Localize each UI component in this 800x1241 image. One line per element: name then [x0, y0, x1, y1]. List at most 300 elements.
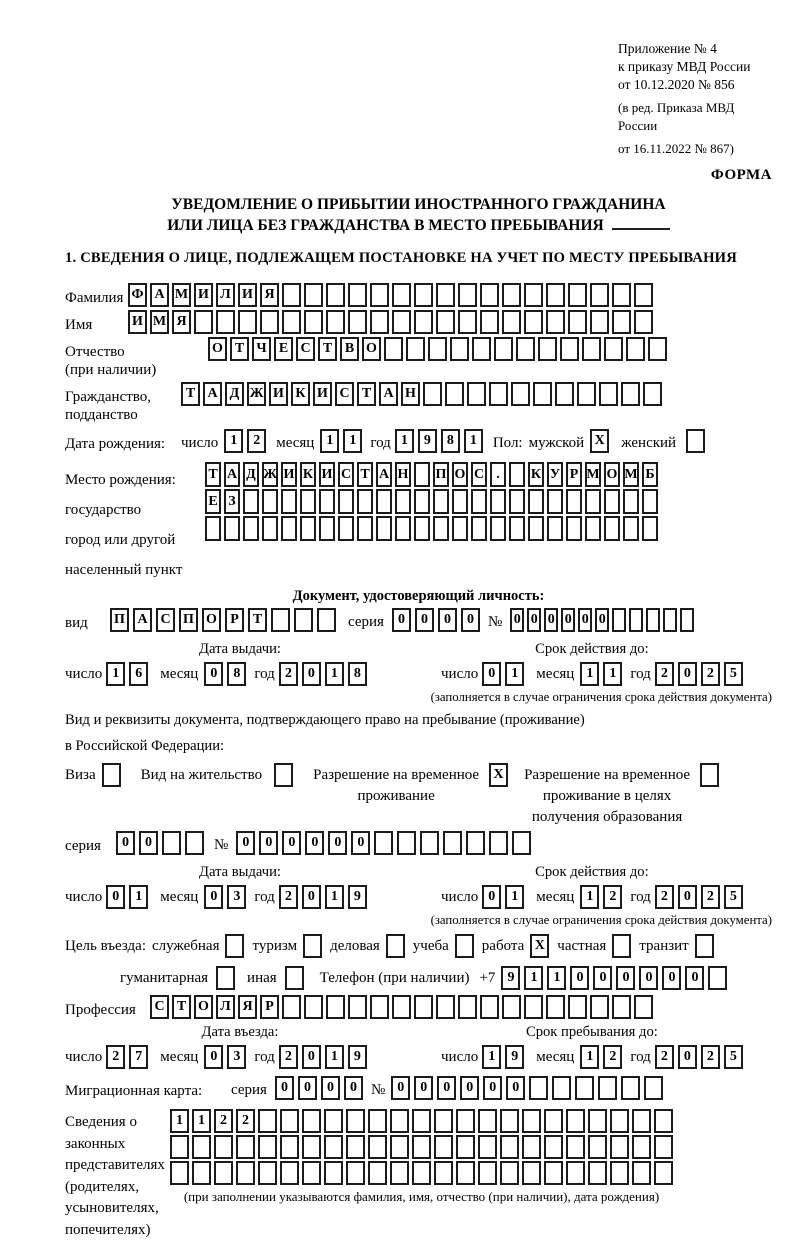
char-cell[interactable]: [458, 283, 477, 307]
char-cell[interactable]: 1: [580, 885, 599, 909]
char-cell[interactable]: [348, 995, 367, 1019]
char-cell[interactable]: 0: [678, 1045, 697, 1069]
char-cell[interactable]: О: [452, 462, 468, 487]
char-cell[interactable]: [524, 995, 543, 1019]
char-cell[interactable]: [392, 310, 411, 334]
char-cell[interactable]: [568, 995, 587, 1019]
char-cell[interactable]: [599, 382, 618, 406]
char-cell[interactable]: [192, 1161, 211, 1185]
char-cell[interactable]: [547, 489, 563, 514]
char-cell[interactable]: [370, 995, 389, 1019]
char-cell[interactable]: 1: [395, 429, 414, 453]
char-cell[interactable]: 0: [437, 1076, 456, 1100]
char-cell[interactable]: [346, 1135, 365, 1159]
char-cell[interactable]: [280, 1135, 299, 1159]
char-cell[interactable]: [654, 1135, 673, 1159]
char-cell[interactable]: [280, 1109, 299, 1133]
char-cell[interactable]: 2: [214, 1109, 233, 1133]
char-cell[interactable]: [604, 337, 623, 361]
char-cell[interactable]: 0: [678, 662, 697, 686]
char-cell[interactable]: [262, 516, 278, 541]
char-cell[interactable]: [357, 489, 373, 514]
char-cell[interactable]: [644, 1076, 663, 1100]
char-cell[interactable]: 0: [482, 885, 501, 909]
char-cell[interactable]: [392, 283, 411, 307]
char-cell[interactable]: 2: [603, 1045, 622, 1069]
char-cell[interactable]: [566, 1109, 585, 1133]
char-cell[interactable]: [528, 489, 544, 514]
char-cell[interactable]: Т: [172, 995, 191, 1019]
char-cell[interactable]: [533, 382, 552, 406]
char-cell[interactable]: П: [179, 608, 198, 632]
char-cell[interactable]: О: [194, 995, 213, 1019]
char-cell[interactable]: [348, 283, 367, 307]
char-cell[interactable]: [412, 1135, 431, 1159]
char-cell[interactable]: [194, 310, 213, 334]
char-cell[interactable]: [304, 310, 323, 334]
char-cell[interactable]: [414, 310, 433, 334]
char-cell[interactable]: [434, 1161, 453, 1185]
char-cell[interactable]: [490, 516, 506, 541]
char-cell[interactable]: 0: [116, 831, 135, 855]
char-cell[interactable]: [522, 1135, 541, 1159]
char-cell[interactable]: [390, 1109, 409, 1133]
char-cell[interactable]: 0: [392, 608, 411, 632]
char-cell[interactable]: [324, 1161, 343, 1185]
char-cell[interactable]: [214, 1161, 233, 1185]
char-cell[interactable]: Т: [248, 608, 267, 632]
char-cell[interactable]: 0: [414, 1076, 433, 1100]
char-cell[interactable]: С: [338, 462, 354, 487]
char-cell[interactable]: [546, 310, 565, 334]
char-cell[interactable]: [326, 283, 345, 307]
char-cell[interactable]: [577, 382, 596, 406]
char-cell[interactable]: [397, 831, 416, 855]
char-cell[interactable]: [452, 489, 468, 514]
char-cell[interactable]: Т: [205, 462, 221, 487]
char-cell[interactable]: [262, 489, 278, 514]
char-cell[interactable]: Я: [260, 283, 279, 307]
char-cell[interactable]: [338, 489, 354, 514]
char-cell[interactable]: [489, 382, 508, 406]
char-cell[interactable]: 0: [298, 1076, 317, 1100]
char-cell[interactable]: [590, 995, 609, 1019]
char-cell[interactable]: [368, 1109, 387, 1133]
char-cell[interactable]: [395, 489, 411, 514]
char-cell[interactable]: [443, 831, 462, 855]
char-cell[interactable]: [500, 1135, 519, 1159]
char-cell[interactable]: [390, 1161, 409, 1185]
char-cell[interactable]: И: [319, 462, 335, 487]
char-cell[interactable]: 2: [247, 429, 266, 453]
char-cell[interactable]: Н: [401, 382, 420, 406]
char-cell[interactable]: [376, 489, 392, 514]
char-cell[interactable]: Р: [225, 608, 244, 632]
char-cell[interactable]: К: [291, 382, 310, 406]
char-cell[interactable]: [642, 516, 658, 541]
char-cell[interactable]: [604, 489, 620, 514]
char-cell[interactable]: [281, 516, 297, 541]
char-cell[interactable]: [509, 489, 525, 514]
char-cell[interactable]: [282, 310, 301, 334]
char-cell[interactable]: 1: [106, 662, 125, 686]
char-cell[interactable]: А: [224, 462, 240, 487]
char-cell[interactable]: [544, 1135, 563, 1159]
char-cell[interactable]: М: [585, 462, 601, 487]
char-cell[interactable]: [502, 310, 521, 334]
char-cell[interactable]: [348, 310, 367, 334]
char-cell[interactable]: [406, 337, 425, 361]
char-cell[interactable]: [566, 1135, 585, 1159]
char-cell[interactable]: И: [313, 382, 332, 406]
char-cell[interactable]: [546, 995, 565, 1019]
char-cell[interactable]: [452, 516, 468, 541]
char-cell[interactable]: [524, 310, 543, 334]
char-cell[interactable]: 0: [678, 885, 697, 909]
char-cell[interactable]: 1: [325, 1045, 344, 1069]
char-cell[interactable]: [414, 516, 430, 541]
char-cell[interactable]: А: [379, 382, 398, 406]
char-cell[interactable]: [612, 995, 631, 1019]
char-cell[interactable]: [428, 337, 447, 361]
char-cell[interactable]: [357, 516, 373, 541]
char-cell[interactable]: [433, 516, 449, 541]
char-cell[interactable]: 0: [204, 1045, 223, 1069]
char-cell[interactable]: Е: [274, 337, 293, 361]
char-cell[interactable]: [610, 1135, 629, 1159]
char-cell[interactable]: 0: [561, 608, 575, 632]
char-cell[interactable]: 2: [701, 662, 720, 686]
char-cell[interactable]: [612, 608, 626, 632]
char-cell[interactable]: 5: [724, 662, 743, 686]
char-cell[interactable]: [522, 1161, 541, 1185]
char-cell[interactable]: [610, 1161, 629, 1185]
char-cell[interactable]: 0: [616, 966, 635, 990]
char-cell[interactable]: [502, 283, 521, 307]
char-cell[interactable]: [456, 1135, 475, 1159]
char-cell[interactable]: [598, 1076, 617, 1100]
char-cell[interactable]: [436, 283, 455, 307]
char-cell[interactable]: [471, 516, 487, 541]
char-cell[interactable]: А: [376, 462, 392, 487]
char-cell[interactable]: 0: [344, 1076, 363, 1100]
char-cell[interactable]: Л: [216, 283, 235, 307]
char-cell[interactable]: [680, 608, 694, 632]
char-cell[interactable]: И: [238, 283, 257, 307]
char-cell[interactable]: Т: [230, 337, 249, 361]
char-cell[interactable]: [612, 934, 631, 958]
char-cell[interactable]: [455, 934, 474, 958]
char-cell[interactable]: С: [471, 462, 487, 487]
char-cell[interactable]: [423, 382, 442, 406]
char-cell[interactable]: 9: [418, 429, 437, 453]
char-cell[interactable]: [582, 337, 601, 361]
char-cell[interactable]: [243, 489, 259, 514]
char-cell[interactable]: 8: [441, 429, 460, 453]
char-cell[interactable]: [500, 1109, 519, 1133]
char-cell[interactable]: 9: [348, 885, 367, 909]
char-cell[interactable]: С: [150, 995, 169, 1019]
char-cell[interactable]: 1: [192, 1109, 211, 1133]
char-cell[interactable]: [280, 1161, 299, 1185]
char-cell[interactable]: [632, 1161, 651, 1185]
char-cell[interactable]: 1: [464, 429, 483, 453]
char-cell[interactable]: [566, 516, 582, 541]
char-cell[interactable]: 1: [580, 662, 599, 686]
char-cell[interactable]: С: [335, 382, 354, 406]
char-cell[interactable]: [629, 608, 643, 632]
char-cell[interactable]: [236, 1135, 255, 1159]
char-cell[interactable]: [374, 831, 393, 855]
char-cell[interactable]: 0: [321, 1076, 340, 1100]
char-cell[interactable]: [434, 1135, 453, 1159]
char-cell[interactable]: 2: [655, 1045, 674, 1069]
char-cell[interactable]: 5: [724, 1045, 743, 1069]
char-cell[interactable]: 2: [701, 1045, 720, 1069]
char-cell[interactable]: [575, 1076, 594, 1100]
char-cell[interactable]: 1: [603, 662, 622, 686]
char-cell[interactable]: О: [604, 462, 620, 487]
char-cell[interactable]: [224, 516, 240, 541]
char-cell[interactable]: [646, 608, 660, 632]
char-cell[interactable]: [528, 516, 544, 541]
char-cell[interactable]: 2: [236, 1109, 255, 1133]
char-cell[interactable]: 0: [510, 608, 524, 632]
char-cell[interactable]: [686, 429, 705, 453]
char-cell[interactable]: Я: [172, 310, 191, 334]
char-cell[interactable]: О: [202, 608, 221, 632]
char-cell[interactable]: [319, 516, 335, 541]
char-cell[interactable]: 0: [302, 662, 321, 686]
char-cell[interactable]: [509, 462, 525, 487]
char-cell[interactable]: [547, 516, 563, 541]
char-cell[interactable]: [303, 934, 322, 958]
char-cell[interactable]: Т: [181, 382, 200, 406]
char-cell[interactable]: 0: [204, 885, 223, 909]
char-cell[interactable]: [480, 310, 499, 334]
char-cell[interactable]: X: [489, 763, 508, 787]
char-cell[interactable]: 6: [129, 662, 148, 686]
char-cell[interactable]: И: [194, 283, 213, 307]
char-cell[interactable]: К: [300, 462, 316, 487]
char-cell[interactable]: Т: [318, 337, 337, 361]
char-cell[interactable]: [370, 283, 389, 307]
char-cell[interactable]: [216, 966, 235, 990]
char-cell[interactable]: П: [110, 608, 129, 632]
char-cell[interactable]: [346, 1161, 365, 1185]
char-cell[interactable]: Д: [225, 382, 244, 406]
char-cell[interactable]: А: [150, 283, 169, 307]
char-cell[interactable]: [544, 1109, 563, 1133]
char-cell[interactable]: 0: [662, 966, 681, 990]
char-cell[interactable]: 0: [639, 966, 658, 990]
char-cell[interactable]: [695, 934, 714, 958]
char-cell[interactable]: 0: [391, 1076, 410, 1100]
char-cell[interactable]: А: [203, 382, 222, 406]
char-cell[interactable]: [626, 337, 645, 361]
char-cell[interactable]: [546, 283, 565, 307]
char-cell[interactable]: [236, 1161, 255, 1185]
char-cell[interactable]: М: [150, 310, 169, 334]
char-cell[interactable]: [478, 1135, 497, 1159]
char-cell[interactable]: Ж: [247, 382, 266, 406]
char-cell[interactable]: [458, 995, 477, 1019]
char-cell[interactable]: 1: [129, 885, 148, 909]
char-cell[interactable]: 1: [343, 429, 362, 453]
char-cell[interactable]: [162, 831, 181, 855]
char-cell[interactable]: [216, 310, 235, 334]
char-cell[interactable]: Т: [357, 382, 376, 406]
char-cell[interactable]: [516, 337, 535, 361]
char-cell[interactable]: [471, 489, 487, 514]
char-cell[interactable]: У: [547, 462, 563, 487]
char-cell[interactable]: 1: [325, 885, 344, 909]
char-cell[interactable]: [445, 382, 464, 406]
char-cell[interactable]: [472, 337, 491, 361]
char-cell[interactable]: 0: [685, 966, 704, 990]
char-cell[interactable]: 8: [348, 662, 367, 686]
char-cell[interactable]: 1: [170, 1109, 189, 1133]
char-cell[interactable]: 2: [279, 662, 298, 686]
char-cell[interactable]: [434, 1109, 453, 1133]
char-cell[interactable]: [170, 1135, 189, 1159]
char-cell[interactable]: [654, 1161, 673, 1185]
char-cell[interactable]: 0: [460, 1076, 479, 1100]
char-cell[interactable]: 0: [275, 1076, 294, 1100]
char-cell[interactable]: [319, 489, 335, 514]
char-cell[interactable]: 3: [227, 1045, 246, 1069]
char-cell[interactable]: 2: [655, 885, 674, 909]
char-cell[interactable]: [420, 831, 439, 855]
char-cell[interactable]: [338, 516, 354, 541]
char-cell[interactable]: 1: [505, 662, 524, 686]
char-cell[interactable]: К: [528, 462, 544, 487]
char-cell[interactable]: З: [224, 489, 240, 514]
char-cell[interactable]: [552, 1076, 571, 1100]
char-cell[interactable]: [642, 489, 658, 514]
char-cell[interactable]: [623, 489, 639, 514]
char-cell[interactable]: [524, 283, 543, 307]
char-cell[interactable]: [285, 966, 304, 990]
char-cell[interactable]: 2: [655, 662, 674, 686]
char-cell[interactable]: [185, 831, 204, 855]
char-cell[interactable]: [604, 516, 620, 541]
char-cell[interactable]: [456, 1161, 475, 1185]
char-cell[interactable]: 0: [282, 831, 301, 855]
char-cell[interactable]: [634, 283, 653, 307]
char-cell[interactable]: [302, 1135, 321, 1159]
char-cell[interactable]: [466, 831, 485, 855]
char-cell[interactable]: [414, 995, 433, 1019]
char-cell[interactable]: Л: [216, 995, 235, 1019]
char-cell[interactable]: [480, 283, 499, 307]
char-cell[interactable]: [370, 310, 389, 334]
char-cell[interactable]: 5: [724, 885, 743, 909]
char-cell[interactable]: [376, 516, 392, 541]
char-cell[interactable]: И: [269, 382, 288, 406]
char-cell[interactable]: [324, 1135, 343, 1159]
char-cell[interactable]: 8: [227, 662, 246, 686]
char-cell[interactable]: [634, 995, 653, 1019]
char-cell[interactable]: А: [133, 608, 152, 632]
char-cell[interactable]: [585, 516, 601, 541]
char-cell[interactable]: [509, 516, 525, 541]
char-cell[interactable]: 0: [461, 608, 480, 632]
char-cell[interactable]: [632, 1109, 651, 1133]
char-cell[interactable]: [450, 337, 469, 361]
char-cell[interactable]: [326, 310, 345, 334]
char-cell[interactable]: 3: [227, 885, 246, 909]
char-cell[interactable]: 0: [595, 608, 609, 632]
char-cell[interactable]: [282, 283, 301, 307]
char-cell[interactable]: [436, 310, 455, 334]
char-cell[interactable]: [610, 1109, 629, 1133]
char-cell[interactable]: 0: [482, 662, 501, 686]
char-cell[interactable]: 0: [527, 608, 541, 632]
char-cell[interactable]: 0: [302, 885, 321, 909]
char-cell[interactable]: 0: [328, 831, 347, 855]
char-cell[interactable]: [304, 995, 323, 1019]
char-cell[interactable]: 2: [279, 1045, 298, 1069]
char-cell[interactable]: 0: [236, 831, 255, 855]
char-cell[interactable]: [588, 1161, 607, 1185]
char-cell[interactable]: [612, 310, 631, 334]
char-cell[interactable]: [588, 1135, 607, 1159]
char-cell[interactable]: [621, 382, 640, 406]
char-cell[interactable]: [258, 1109, 277, 1133]
char-cell[interactable]: [243, 516, 259, 541]
char-cell[interactable]: X: [530, 934, 549, 958]
char-cell[interactable]: 0: [106, 885, 125, 909]
char-cell[interactable]: [489, 831, 508, 855]
char-cell[interactable]: [238, 310, 257, 334]
char-cell[interactable]: [102, 763, 121, 787]
char-cell[interactable]: [458, 310, 477, 334]
char-cell[interactable]: [538, 337, 557, 361]
char-cell[interactable]: Ч: [252, 337, 271, 361]
char-cell[interactable]: 1: [325, 662, 344, 686]
char-cell[interactable]: 0: [506, 1076, 525, 1100]
char-cell[interactable]: [502, 995, 521, 1019]
char-cell[interactable]: [566, 489, 582, 514]
char-cell[interactable]: 1: [580, 1045, 599, 1069]
char-cell[interactable]: 0: [483, 1076, 502, 1100]
char-cell[interactable]: Я: [238, 995, 257, 1019]
char-cell[interactable]: [568, 310, 587, 334]
char-cell[interactable]: [386, 934, 405, 958]
char-cell[interactable]: 9: [348, 1045, 367, 1069]
char-cell[interactable]: 0: [415, 608, 434, 632]
char-cell[interactable]: 1: [524, 966, 543, 990]
char-cell[interactable]: [412, 1161, 431, 1185]
char-cell[interactable]: [192, 1135, 211, 1159]
char-cell[interactable]: С: [156, 608, 175, 632]
char-cell[interactable]: 0: [259, 831, 278, 855]
char-cell[interactable]: [467, 382, 486, 406]
char-cell[interactable]: [368, 1161, 387, 1185]
char-cell[interactable]: [643, 382, 662, 406]
char-cell[interactable]: [214, 1135, 233, 1159]
char-cell[interactable]: [480, 995, 499, 1019]
char-cell[interactable]: 0: [593, 966, 612, 990]
char-cell[interactable]: [560, 337, 579, 361]
char-cell[interactable]: 2: [603, 885, 622, 909]
char-cell[interactable]: [390, 1135, 409, 1159]
char-cell[interactable]: П: [433, 462, 449, 487]
char-cell[interactable]: [412, 1109, 431, 1133]
char-cell[interactable]: 2: [279, 885, 298, 909]
char-cell[interactable]: [654, 1109, 673, 1133]
